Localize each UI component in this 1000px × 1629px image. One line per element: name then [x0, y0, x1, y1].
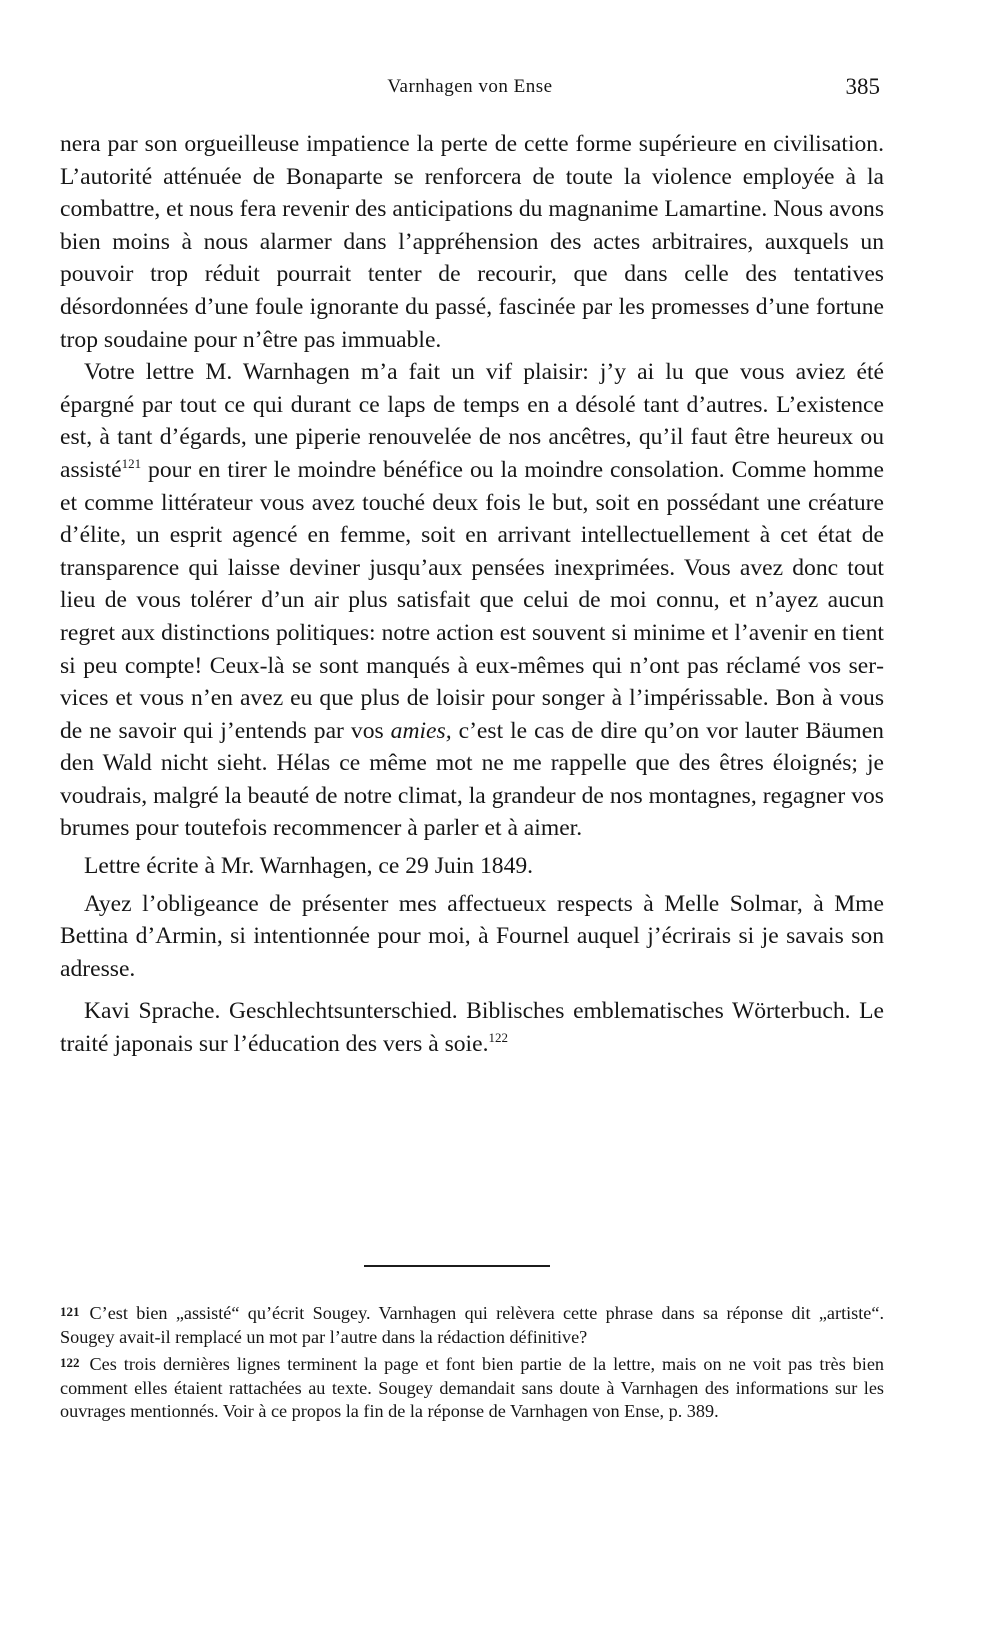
- paragraph-4: [60, 888, 884, 986]
- paragraph-2-text-c: c’est le cas de dire qu’on vor lauter Bäumen den Wald nicht sieht. Hélas ce même mot ne me rappelle que des êtres éloignés; je voudrais, malgré la beauté de notre climat, la grandeur de nos montagnes, regagner vos brumes pour toutefois recommencer à parler et à aimer.: [60, 717, 884, 842]
- footnote: [60, 1351, 884, 1424]
- paragraph-5: [60, 995, 884, 1060]
- page-number: 385: [845, 74, 880, 99]
- footnote-ref-121[interactable]: 121: [121, 455, 142, 471]
- footnote: [60, 1300, 884, 1349]
- paragraph-3-text: Lettre écrite à Mr. Warnhagen, ce 29 Juin 1849.: [84, 853, 534, 880]
- paragraph-2: [60, 356, 884, 845]
- paragraph-1: [60, 128, 884, 356]
- footnote-number: 121: [60, 1304, 80, 1319]
- paragraph-1-text: nera par son orgueilleuse impatience la perte de cette forme supérieure en civilisation. L’autorité atténuée de Bonaparte se renforcera de toute la violence employée à la combattre, et nous fera revenir des anticipations du magnanime Lamartine. Nous avons bien moins à nous alarmer dans l’appréhension des actes arbitraires, auxquels un pouvoir trop réduit pourrait tenter de recourir, que dans celle des tentatives désordonnées d’une foule ignorante du passé, fascinée par les promesses d’une fortune trop soudaine pour n’être pas immuable.: [60, 131, 884, 353]
- footnote-text: C’est bien „assisté“ qu’écrit Sougey. Varnhagen qui relèvera cette phrase dans sa réponse dit „artiste“. Sougey avait-il remplacé un mot par l’autre dans la rédaction définitive?: [60, 1303, 884, 1347]
- paragraph-5-text: Kavi Sprache. Geschlechtsunterschied. Biblisches emblematisches Wörterbuch. Le traité japonais sur l’éducation des vers à soie.: [60, 998, 884, 1058]
- paragraph-3: [60, 850, 884, 883]
- footnote-ref-122[interactable]: 122: [488, 1030, 508, 1046]
- paragraph-2-text-a: Votre lettre M. Warnhagen m’a fait un vif plaisir: j’y ai lu que vous aviez été épargné par tout ce qui durant ce laps de temps en a désolé tant d’autres. L’existence est, à tant d’égards, une piperie renouvelée de nos ancêtres, qu’il faut être heureux ou assisté: [60, 359, 884, 483]
- footnote-number: 122: [60, 1355, 80, 1371]
- running-title: Varnhagen von Ense: [387, 76, 553, 97]
- paragraph-4-text: Ayez l’obligeance de présenter mes affectueux respects à Melle Solmar, à Mme Bettina d’Armin, si intentionnée pour moi, à Fournel auquel j’écrirais si je savais son adresse.: [60, 890, 884, 982]
- running-head: [60, 70, 880, 110]
- paragraph-2-text-b: pour en tirer le moindre bénéfice ou la moindre consolation. Comme homme et comme littérateur vous avez touché deux fois le but, soit en possédant une créature d’élite, un esprit agencé en femme, soit en arrivant intellectuellement à cet état de transparence qui laisse deviner jusqu’aux pensées inexprimées. Vous avez donc tout lieu de vous tolérer d’un air plus satisfait que celui de moi connu, et n’ayez aucun regret aux distinctions politiques: notre action est souvent si minime et l’avenir en tient si peu compte! Ceux-là se sont manqués à eux-mêmes qui n’ont pas réclamé vos services et vous n’en avez eu que plus de loisir pour songer à l’impérissable. Bon à vous de ne savoir qui j’entends par vos: [60, 456, 884, 744]
- footnote-separator: [364, 1265, 550, 1267]
- main-text: [60, 128, 884, 1061]
- italic-word: amies,: [390, 717, 452, 744]
- footnote-text: Ces trois dernières lignes terminent la page et font bien partie de la lettre, mais on ne voit pas très bien comment elles étaient rattachées au texte. Sougey demandait sans doute à Varnhagen des informations sur les ouvrages mentionnés. Voir à ce propos la fin de la réponse de Varnhagen von Ense, p. 389.: [60, 1354, 884, 1422]
- footnotes: [60, 1300, 884, 1426]
